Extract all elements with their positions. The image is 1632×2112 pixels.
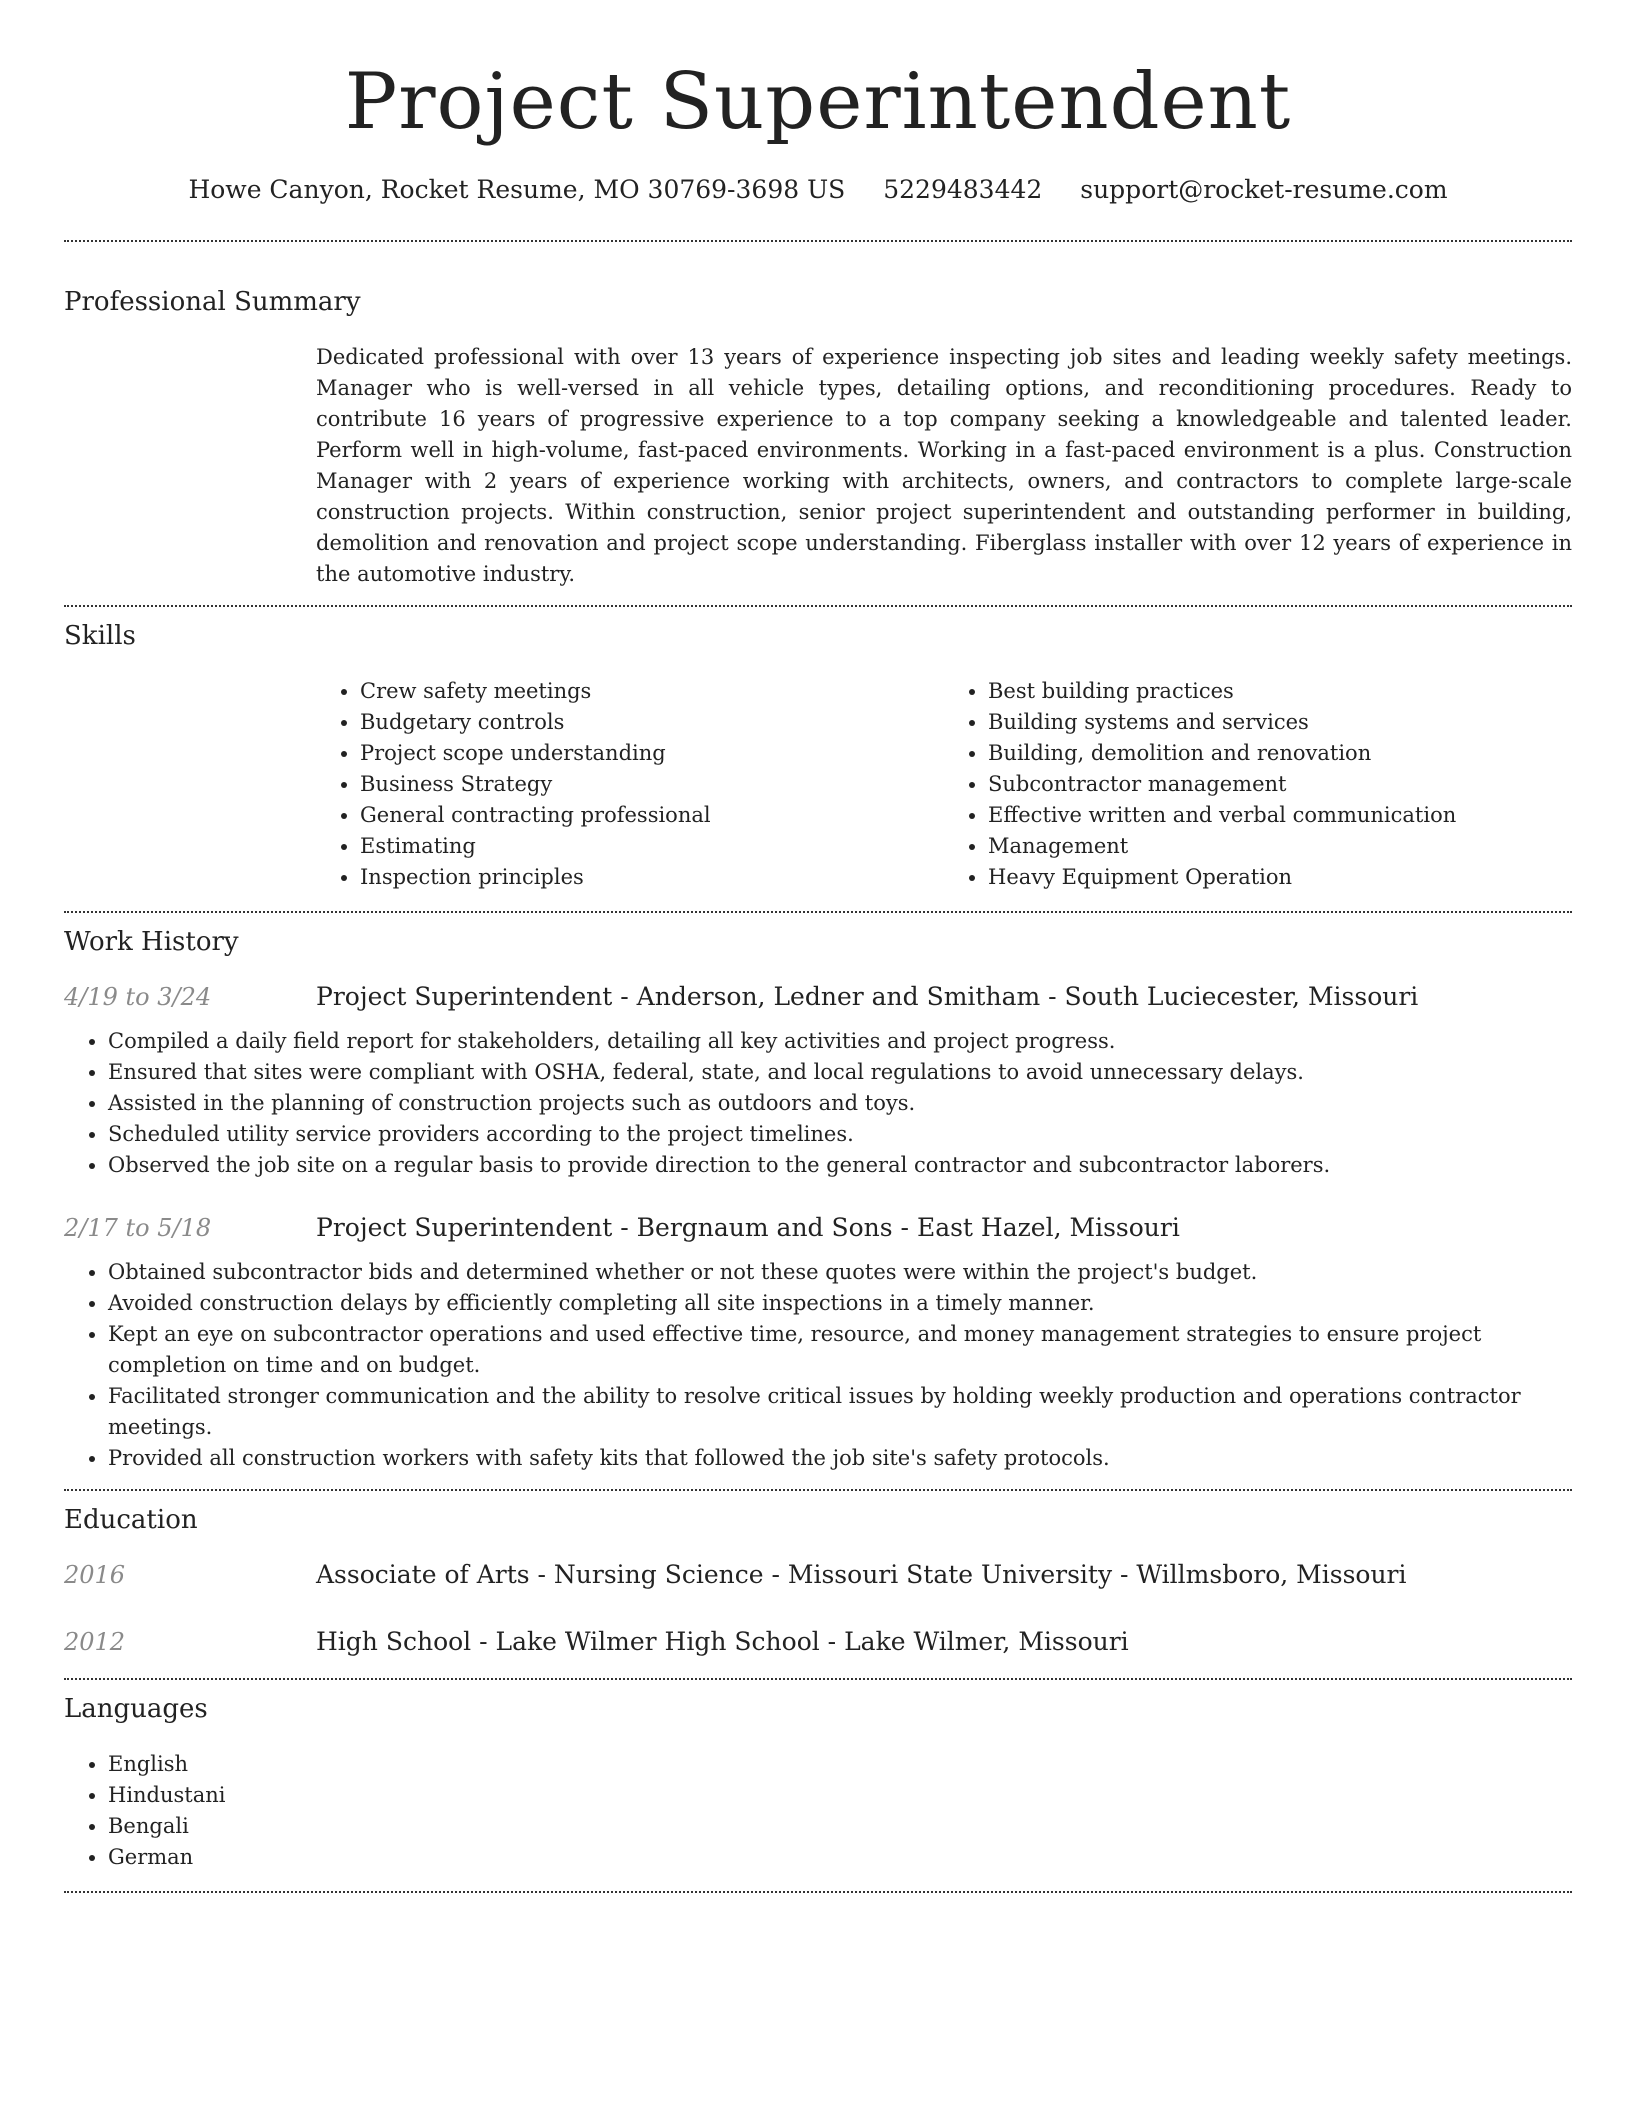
skill-item: • Project scope understanding [360,738,944,769]
language-item: • Hindustani [108,1780,1572,1811]
divider [64,605,1572,607]
job-bullet: • Facilitated stronger communication and the ability to resolve critical issues by holding weekly production and operations contractor meetings. [108,1381,1572,1443]
contact-email: support@rocket-resume.com [1080,175,1448,204]
skill-item: • Inspection principles [360,862,944,893]
skills-list [316,676,1572,893]
language-item: • Bengali [108,1811,1572,1842]
divider [64,1891,1572,1893]
contact-line [64,172,1572,208]
education-details: Associate of Arts - Nursing Science - Missouri State University - Willmsboro, Missouri [316,1560,1407,1589]
education-details: High School - Lake Wilmer High School - Lake Wilmer, Missouri [316,1627,1129,1656]
skill-item: • General contracting professional [360,800,944,831]
job-bullet: • Obtained subcontractor bids and determined whether or not these quotes were within the project's budget. [108,1257,1572,1288]
resume-page [64,0,1572,1893]
job-bullet: • Ensured that sites were compliant with OSHA, federal, state, and local regulations to avoid unnecessary delays. [108,1057,1572,1088]
contact-address: Howe Canyon, Rocket Resume, MO 30769-3698 US [188,175,846,204]
job-bullet: • Scheduled utility service providers according to the project timelines. [108,1119,1572,1150]
skill-item: • Crew safety meetings [360,676,944,707]
job-title: Project Superintendent - Anderson, Ledner and Smitham - South Luciecester, Missouri [316,982,1419,1011]
skill-item: • Subcontractor management [988,769,1572,800]
job-bullet: • Compiled a daily field report for stakeholders, detailing all key activities and project progress. [108,1026,1572,1057]
education-year: 2016 [64,1561,126,1589]
languages-list [64,1749,1572,1873]
job-bullets [64,1257,1572,1474]
skill-item: • Estimating [360,831,944,862]
summary-text: Dedicated professional with over 13 years of experience inspecting job sites and leading weekly safety meetings. Manager who is well-versed in all vehicle types, detailing options, and reconditioning procedures. Ready to contribute 16 years of progressive experience to a top company seeking a knowledgeable and talented leader. Perform well in high-volume, fast-paced environments. Working in a fast-paced environment is a plus. Construction Manager with 2 years of experience working with architects, owners, and contractors to complete large-scale construction projects. Within construction, senior project superintendent and outstanding performer in building, demolition and renovation and project scope understanding. Fiberglass installer with over 12 years of experience in the automotive industry. [316,345,1572,586]
skill-item: • Business Strategy [360,769,944,800]
languages-heading: Languages [64,1694,208,1724]
job-header [64,1211,1572,1245]
job-title: Project Superintendent - Bergnaum and Sons - East Hazel, Missouri [316,1213,1180,1242]
education-heading: Education [64,1505,198,1535]
summary-heading: Professional Summary [64,287,361,317]
resume-title: Project Superintendent [344,57,1292,147]
skills-column-left [316,676,944,893]
job-bullet: • Provided all construction workers with safety kits that followed the job site's safety protocols. [108,1443,1572,1474]
language-item: • English [108,1749,1572,1780]
skills-heading: Skills [64,621,136,651]
job-dates: 4/19 to 3/24 [64,983,212,1011]
job-bullets [64,1026,1572,1181]
contact-phone: 5229483442 [883,175,1043,204]
divider [64,240,1572,242]
language-item: • German [108,1842,1572,1873]
job-header [64,980,1572,1014]
work-history-heading: Work History [64,927,239,957]
divider [64,911,1572,913]
education-entry [64,1625,1572,1659]
divider [64,1489,1572,1491]
job-bullet: • Assisted in the planning of construction projects such as outdoors and toys. [108,1088,1572,1119]
job-entry [64,980,1572,1181]
job-entry [64,1211,1572,1474]
skill-item: • Building, demolition and renovation [988,738,1572,769]
skill-item: • Heavy Equipment Operation [988,862,1572,893]
job-dates: 2/17 to 5/18 [64,1214,212,1242]
skill-item: • Best building practices [988,676,1572,707]
skill-item: • Effective written and verbal communication [988,800,1572,831]
skill-item: • Building systems and services [988,707,1572,738]
skill-item: • Budgetary controls [360,707,944,738]
skill-item: • Management [988,831,1572,862]
job-bullet: • Observed the job site on a regular basis to provide direction to the general contractor and subcontractor laborers. [108,1150,1572,1181]
job-bullet: • Kept an eye on subcontractor operations and used effective time, resource, and money management strategies to ensure project completion on time and on budget. [108,1319,1572,1381]
education-year: 2012 [64,1628,126,1656]
job-bullet: • Avoided construction delays by efficiently completing all site inspections in a timely manner. [108,1288,1572,1319]
divider [64,1678,1572,1680]
education-entry [64,1558,1572,1592]
skills-column-right [944,676,1572,893]
